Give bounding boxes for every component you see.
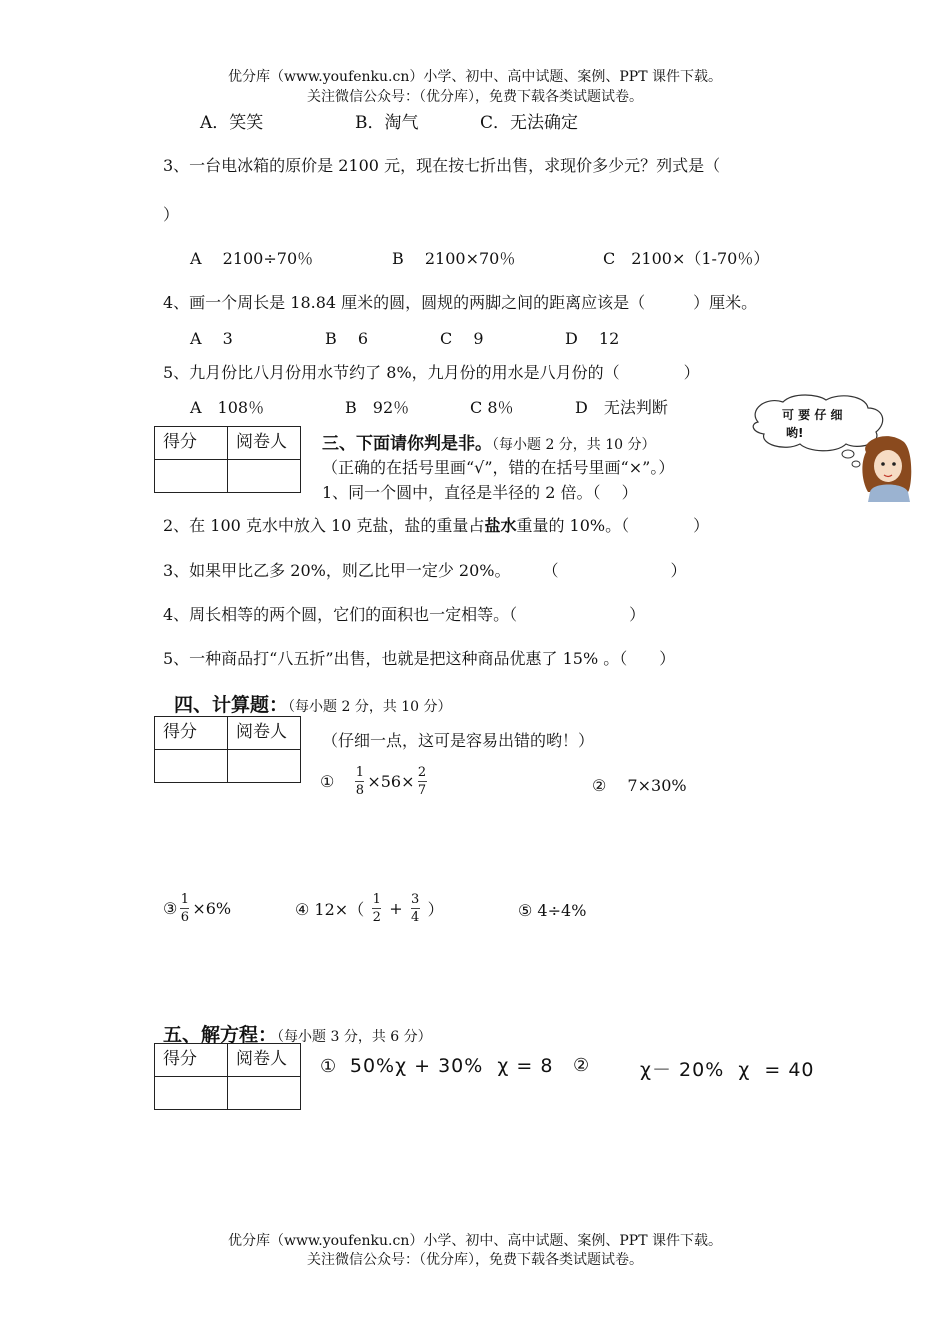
judge-item-3: 3、如果甲比乙多 20%，则乙比甲一定少 20%。 （ ） [163, 561, 687, 580]
calc-3-label: ③ [163, 899, 178, 918]
fraction-3-4 [411, 893, 420, 924]
bubble-text-2: 哟! [786, 426, 804, 440]
frac-den: 8 [355, 783, 364, 798]
frac-den: 6 [180, 910, 189, 925]
calc-1-label: ① [320, 772, 335, 791]
fraction-2-7 [418, 766, 427, 797]
q3-option-b: B 2100×70％ [392, 249, 516, 268]
frac-num: 3 [410, 892, 420, 907]
section4-points: （每小题 2 分，共 10 分） [288, 699, 452, 715]
q5-option-d: D 无法判断 [575, 398, 668, 417]
section3-heading [322, 429, 656, 454]
section3-instruction: （正确的在括号里画“√”，错的在括号里画“×”。） [322, 458, 675, 477]
score-table-section3 [154, 426, 301, 493]
q2-option-a: A．笑笑 [200, 113, 264, 133]
header-line-2: 关注微信公众号：（优分库），免费下载各类试题试卷。 [307, 89, 643, 105]
calc-problem-1 [320, 766, 430, 797]
q2-option-b: B．淘气 [355, 113, 419, 133]
q5-text: 5、九月份比八月份用水节约了 8%，九月份的用水是八月份的（ ） [163, 363, 700, 382]
calc-4-head: ④ 12×（ [295, 900, 365, 919]
bubble-text-1: 可 要 仔 细 [782, 408, 843, 422]
grader-label: 阅卷人 [228, 717, 301, 750]
fraction-1-8 [355, 766, 364, 797]
q5-option-a: A 108％ [190, 398, 265, 417]
grader-cell[interactable] [228, 750, 301, 783]
q4-option-d: D 12 [565, 329, 620, 348]
calc-problem-5: ⑤ 4÷4% [518, 901, 587, 920]
calc-1-mid: ×56× [367, 772, 415, 791]
judge-item-2 [163, 513, 709, 536]
q5-option-c: C 8％ [470, 398, 514, 417]
q3-close: ） [163, 205, 180, 224]
section4-title: 四、计算题： [174, 694, 289, 716]
grader-label: 阅卷人 [228, 427, 301, 460]
calc-4-plus: + [389, 899, 403, 918]
calc-3-tail: ×6% [192, 899, 232, 918]
fraction-1-6 [180, 893, 189, 924]
section4-heading [174, 690, 452, 717]
teacher-illustration [748, 392, 913, 502]
judge-item-2-head: 2、在 100 克水中放入 10 克盐，盐的重量占 [163, 516, 485, 535]
header-line-1: 优分库（www.youfenku.cn）小学、初中、高中试题、案例、PPT 课件下载。 [227, 69, 722, 85]
score-table-section5 [154, 1043, 301, 1110]
judge-item-1: 1、同一个圆中，直径是半径的 2 倍。（ ） [322, 483, 638, 502]
frac-den: 4 [410, 910, 420, 925]
calc-problem-3 [163, 893, 231, 924]
grader-label: 阅卷人 [228, 1044, 301, 1077]
score-label: 得分 [155, 1044, 228, 1077]
frac-den: 7 [417, 783, 427, 798]
equation-1 [320, 1055, 553, 1077]
q3-option-c: C 2100×（1-70％） [603, 249, 770, 268]
calc-4-close: ） [427, 900, 444, 919]
section4-note: （仔细一点，这可是容易出错的哟！） [322, 731, 595, 750]
q4-option-c: C 9 [440, 329, 484, 348]
footer-line-1: 优分库（www.youfenku.cn）小学、初中、高中试题、案例、PPT 课件下载。 [227, 1233, 722, 1249]
q4-text: 4、画一个周长是 18.84 厘米的圆，圆规的两脚之间的距离应该是（ ）厘米。 [163, 293, 758, 312]
score-cell[interactable] [155, 1077, 228, 1110]
judge-item-2-tail: 重量的 10%。（ ） [516, 516, 710, 535]
score-label: 得分 [155, 717, 228, 750]
section5-points: （每小题 3 分，共 6 分） [277, 1029, 432, 1045]
section5-title: 五、解方程： [163, 1024, 278, 1046]
eq2-label: ② [573, 1055, 590, 1076]
eq1-label: ① [320, 1056, 337, 1077]
judge-item-4: 4、周长相等的两个圆，它们的面积也一定相等。（ ） [163, 605, 646, 624]
section3-points: （每小题 2 分，共 10 分） [492, 437, 656, 453]
grader-cell[interactable] [228, 460, 301, 493]
q5-option-b: B 92％ [345, 398, 410, 417]
eq1-text: 50%χ + 30% χ = 8 [349, 1055, 554, 1077]
frac-num: 1 [372, 892, 381, 907]
q4-option-b: B 6 [325, 329, 369, 348]
judge-item-5: 5、一种商品打“八五折”出售，也就是把这种商品优惠了 15% 。（ ） [163, 649, 676, 668]
frac-num: 1 [180, 892, 189, 907]
fraction-1-2 [372, 893, 381, 924]
section3-title: 三、下面请你判是非。 [322, 434, 492, 454]
frac-den: 2 [372, 910, 381, 925]
score-cell[interactable] [155, 460, 228, 493]
calc-problem-2: ② 7×30% [592, 776, 687, 795]
frac-num: 2 [417, 765, 427, 780]
q4-option-a: A 3 [190, 329, 233, 348]
q2-option-c: C．无法确定 [480, 113, 579, 133]
equation-2: χ－ 20% χ = 40 [640, 1059, 815, 1081]
calc-problem-4 [295, 893, 444, 924]
footer-line-2: 关注微信公众号：（优分库），免费下载各类试题试卷。 [307, 1252, 643, 1268]
judge-item-2-bold: 盐水 [484, 516, 517, 535]
frac-num: 1 [355, 765, 364, 780]
grader-cell[interactable] [228, 1077, 301, 1110]
q3-text: 3、一台电冰箱的原价是 2100 元，现在按七折出售，求现价多少元？列式是（ [163, 156, 721, 175]
score-label: 得分 [155, 427, 228, 460]
score-cell[interactable] [155, 750, 228, 783]
score-table-section4 [154, 716, 301, 783]
q3-option-a: A 2100÷70％ [190, 249, 314, 268]
